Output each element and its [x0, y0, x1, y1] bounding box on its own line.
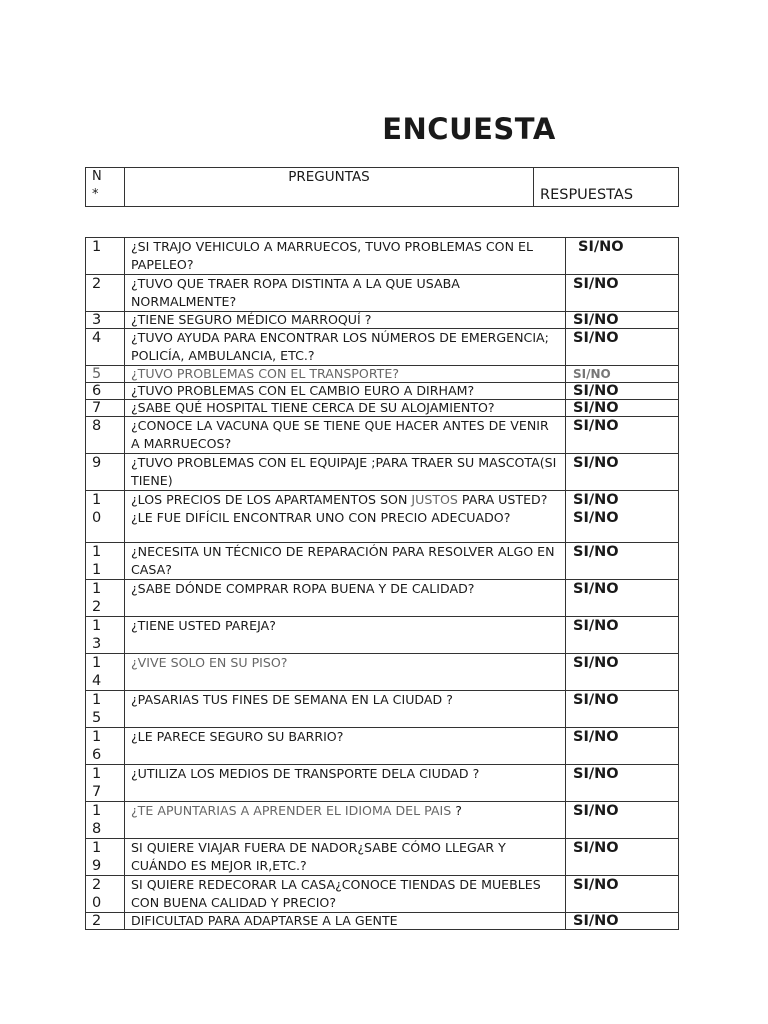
- table-row: [86, 802, 679, 839]
- row-number: 1 0: [86, 491, 125, 543]
- table-row: [86, 691, 679, 728]
- row-question: ¿TUVO PROBLEMAS CON EL EQUIPAJE ;PARA TRAER SU MASCOTA(SI TIENE): [125, 454, 566, 491]
- row-number: 2 0: [86, 876, 125, 913]
- table-row: [86, 617, 679, 654]
- row-answer: SI/NO: [566, 417, 679, 454]
- row-number: 8: [86, 417, 125, 454]
- table-row: [86, 238, 679, 275]
- survey-table: [85, 237, 679, 930]
- row-number: 6: [86, 383, 125, 400]
- row-question: ¿PASARIAS TUS FINES DE SEMANA EN LA CIUDAD ?: [125, 691, 566, 728]
- row-answer: SI/NO: [566, 400, 679, 417]
- row-number: 1 4: [86, 654, 125, 691]
- question-part: ¿TE APUNTARIAS A APRENDER EL IDIOMA DEL PAIS: [131, 803, 452, 818]
- table-row: [86, 765, 679, 802]
- row-question: ¿TUVO AYUDA PARA ENCONTRAR LOS NÚMEROS DE EMERGENCIA; POLICÍA, AMBULANCIA, ETC.?: [125, 329, 566, 366]
- row-question: ¿SI TRAJO VEHICULO A MARRUECOS, TUVO PROBLEMAS CON EL PAPELEO?: [125, 238, 566, 275]
- table-row: [86, 839, 679, 876]
- header-number: N *: [86, 168, 125, 207]
- row-question: ¿LE PARECE SEGURO SU BARRIO?: [125, 728, 566, 765]
- row-number: 2: [86, 275, 125, 312]
- row-answer: SI/NO: [566, 691, 679, 728]
- row-answer: SI/NO: [566, 366, 679, 383]
- row-number: 1 5: [86, 691, 125, 728]
- row-answer: SI/NO: [566, 329, 679, 366]
- row-number: 1 3: [86, 617, 125, 654]
- row-number: 7: [86, 400, 125, 417]
- row-answer: SI/NO: [566, 913, 679, 930]
- row-question: [125, 491, 566, 543]
- table-row: [86, 913, 679, 930]
- row-answer: SI/NO: [566, 728, 679, 765]
- row-question: ¿SABE DÓNDE COMPRAR ROPA BUENA Y DE CALIDAD?: [125, 580, 566, 617]
- question-part: PARA USTED?¿LE FUE DIFÍCIL ENCONTRAR UNO CON PRECIO ADECUADO?: [131, 492, 548, 525]
- header-questions: PREGUNTAS: [125, 168, 534, 207]
- table-row: [86, 329, 679, 366]
- table-row: [86, 312, 679, 329]
- table-row: [86, 543, 679, 580]
- table-row: [86, 454, 679, 491]
- row-answer: SI/NO: [566, 238, 679, 275]
- row-answer: SI/NO: [566, 876, 679, 913]
- row-question: SI QUIERE VIAJAR FUERA DE NADOR¿SABE CÓMO LLEGAR Y CUÁNDO ES MEJOR IR,ETC.?: [125, 839, 566, 876]
- row-answer: SI/NO: [566, 454, 679, 491]
- table-row: [86, 383, 679, 400]
- row-answer: SI/NO: [566, 312, 679, 329]
- table-row: [86, 400, 679, 417]
- row-number: 2: [86, 913, 125, 930]
- row-question: ¿TUVO PROBLEMAS CON EL CAMBIO EURO A DIRHAM?: [125, 383, 566, 400]
- table-row: [86, 417, 679, 454]
- table-row: [86, 654, 679, 691]
- table-row: [86, 580, 679, 617]
- row-answer: SI/NO: [566, 275, 679, 312]
- page-title: ENCUESTA: [382, 112, 556, 146]
- row-number: 1: [86, 238, 125, 275]
- row-number: 1 2: [86, 580, 125, 617]
- table-row: [86, 491, 679, 543]
- row-answer: SI/NO: [566, 839, 679, 876]
- row-question: ¿SABE QUÉ HOSPITAL TIENE CERCA DE SU ALOJAMIENTO?: [125, 400, 566, 417]
- row-number: 3: [86, 312, 125, 329]
- question-part: ?: [451, 803, 462, 818]
- row-number: 1 8: [86, 802, 125, 839]
- row-question: ¿NECESITA UN TÉCNICO DE REPARACIÓN PARA RESOLVER ALGO EN CASA?: [125, 543, 566, 580]
- question-highlight: JUSTOS: [411, 492, 458, 507]
- row-answer: SI/NO: [566, 765, 679, 802]
- row-question: DIFICULTAD PARA ADAPTARSE A LA GENTE: [125, 913, 566, 930]
- row-number: 4: [86, 329, 125, 366]
- table-row: [86, 728, 679, 765]
- row-number: 1 6: [86, 728, 125, 765]
- row-question: ¿CONOCE LA VACUNA QUE SE TIENE QUE HACER ANTES DE VENIR A MARRUECOS?: [125, 417, 566, 454]
- row-answer: SI/NO: [566, 654, 679, 691]
- row-number: 1 7: [86, 765, 125, 802]
- header-row: [86, 168, 679, 207]
- row-answer: SI/NO: [566, 543, 679, 580]
- row-answer: SI/NO: [566, 580, 679, 617]
- row-answer: SI/NO: [566, 802, 679, 839]
- table-row: [86, 275, 679, 312]
- row-question: ¿UTILIZA LOS MEDIOS DE TRANSPORTE DELA CIUDAD ?: [125, 765, 566, 802]
- row-question: ¿TUVO QUE TRAER ROPA DISTINTA A LA QUE USABA NORMALMENTE?: [125, 275, 566, 312]
- row-question: ¿TUVO PROBLEMAS CON EL TRANSPORTE?: [125, 366, 566, 383]
- row-question: ¿TIENE USTED PAREJA?: [125, 617, 566, 654]
- header-answers: RESPUESTAS: [534, 168, 679, 207]
- row-question: [125, 802, 566, 839]
- table-row: [86, 876, 679, 913]
- row-answer: SI/NO SI/NO: [566, 491, 679, 543]
- row-question: ¿TIENE SEGURO MÉDICO MARROQUÍ ?: [125, 312, 566, 329]
- row-number: 1 9: [86, 839, 125, 876]
- row-answer: SI/NO: [566, 383, 679, 400]
- row-answer: SI/NO: [566, 617, 679, 654]
- row-number: 1 1: [86, 543, 125, 580]
- row-number: 9: [86, 454, 125, 491]
- row-question: SI QUIERE REDECORAR LA CASA¿CONOCE TIENDAS DE MUEBLES CON BUENA CALIDAD Y PRECIO?: [125, 876, 566, 913]
- header-table: [85, 167, 679, 207]
- row-question: ¿VIVE SOLO EN SU PISO?: [125, 654, 566, 691]
- table-row: [86, 366, 679, 383]
- question-part: ¿LOS PRECIOS DE LOS APARTAMENTOS SON: [131, 492, 412, 507]
- row-number: 5: [86, 366, 125, 383]
